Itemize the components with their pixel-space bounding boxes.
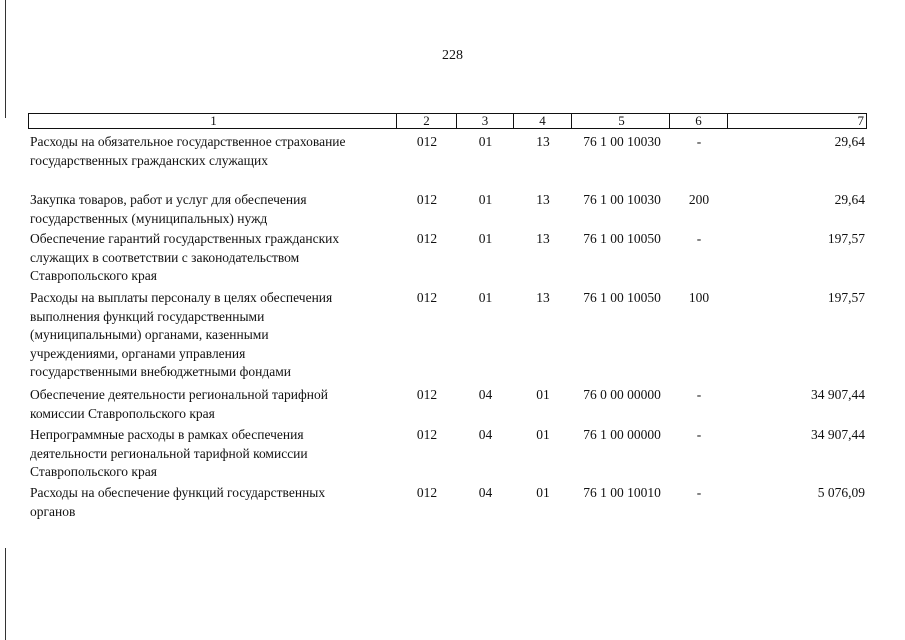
table-row [28, 484, 867, 521]
cell-subsection: 13 [536, 192, 550, 207]
cell-amount: 34 907,44 [811, 387, 865, 402]
cell-amount: 197,57 [827, 231, 865, 246]
description-line: (муниципальными) органами, казенными [30, 327, 269, 342]
description-line: Непрограммные расходы в рамках обеспечения [30, 427, 304, 442]
cell-target-article: 76 1 00 00000 [583, 427, 661, 442]
cell-subsection: 01 [536, 485, 550, 500]
description-line: Расходы на выплаты персоналу в целях обеспечения [30, 290, 333, 305]
description-line: государственными внебюджетными фондами [30, 364, 292, 379]
page-number: 228 [442, 48, 463, 63]
table-row [28, 133, 867, 170]
cell-expense-type: 200 [688, 192, 710, 207]
column-header-5: 5 [572, 113, 670, 129]
cell-subsection: 13 [536, 290, 550, 305]
table-row [28, 191, 867, 228]
row-description [28, 426, 397, 482]
cell-section: 04 [478, 427, 493, 442]
cell-expense-type: 100 [688, 290, 710, 305]
cell-target-article: 76 1 00 10030 [583, 192, 661, 207]
scan-edge-bottom [5, 548, 6, 640]
cell-expense-type: - [696, 231, 702, 246]
cell-target-article: 76 1 00 10010 [583, 485, 661, 500]
cell-section: 04 [478, 485, 493, 500]
description-line: Обеспечение деятельности региональной тарифной [30, 387, 328, 402]
column-header-7: 7 [728, 113, 867, 129]
cell-expense-type: - [696, 387, 702, 402]
description-line: Обеспечение гарантий государственных гражданских [30, 231, 340, 246]
cell-ministry-code: 012 [416, 134, 438, 149]
description-line: деятельности региональной тарифной комиссии [30, 445, 308, 461]
cell-ministry-code: 012 [416, 485, 438, 500]
cell-amount: 197,57 [827, 290, 865, 305]
cell-section: 01 [478, 231, 493, 246]
cell-section: 01 [478, 134, 493, 149]
column-header-2: 2 [397, 113, 457, 129]
description-line: Ставропольского края [30, 268, 157, 283]
table-header [28, 113, 867, 129]
description-line: выполнения функций государственными [30, 308, 265, 324]
description-line: органов [30, 503, 76, 519]
table-row [28, 289, 867, 382]
description-line: комиссии Ставропольского края [30, 405, 215, 421]
description-line: служащих в соответствии с законодательством [30, 249, 300, 265]
cell-subsection: 13 [536, 134, 550, 149]
cell-target-article: 76 1 00 10050 [583, 231, 661, 246]
cell-ministry-code: 012 [416, 192, 438, 207]
description-line: учреждениями, органами управления [30, 345, 246, 361]
cell-amount: 29,64 [834, 192, 865, 207]
column-header-1: 1 [28, 113, 397, 129]
cell-ministry-code: 012 [416, 231, 438, 246]
cell-target-article: 76 1 00 10030 [583, 134, 661, 149]
cell-subsection: 01 [536, 387, 550, 402]
column-header-3: 3 [457, 113, 514, 129]
cell-amount: 5 076,09 [817, 485, 865, 500]
cell-amount: 29,64 [834, 134, 865, 149]
cell-target-article: 76 1 00 10050 [583, 290, 661, 305]
cell-ministry-code: 012 [416, 290, 438, 305]
row-description [28, 289, 397, 382]
description-line: государственных (муниципальных) нужд [30, 210, 268, 226]
row-description [28, 386, 397, 423]
table-row [28, 426, 867, 482]
table-row [28, 230, 867, 286]
table-row [28, 386, 867, 423]
row-description [28, 230, 397, 286]
cell-subsection: 13 [536, 231, 550, 246]
column-header-4: 4 [514, 113, 572, 129]
row-description [28, 133, 397, 170]
description-line: государственных гражданских служащих [30, 152, 269, 168]
description-line: Закупка товаров, работ и услуг для обеспечения [30, 192, 307, 207]
cell-target-article: 76 0 00 00000 [583, 387, 661, 402]
cell-amount: 34 907,44 [811, 427, 865, 442]
row-description [28, 191, 397, 228]
cell-subsection: 01 [536, 427, 550, 442]
cell-section: 01 [478, 290, 493, 305]
cell-ministry-code: 012 [416, 387, 438, 402]
column-header-6: 6 [670, 113, 728, 129]
cell-ministry-code: 012 [416, 427, 438, 442]
description-line: Расходы на обеспечение функций государственных [30, 485, 326, 500]
cell-expense-type: - [696, 427, 702, 442]
cell-expense-type: - [696, 134, 702, 149]
description-line: Ставропольского края [30, 464, 157, 479]
row-description [28, 484, 397, 521]
cell-section: 01 [478, 192, 493, 207]
cell-expense-type: - [696, 485, 702, 500]
description-line: Расходы на обязательное государственное страхование [30, 134, 346, 149]
cell-section: 04 [478, 387, 493, 402]
